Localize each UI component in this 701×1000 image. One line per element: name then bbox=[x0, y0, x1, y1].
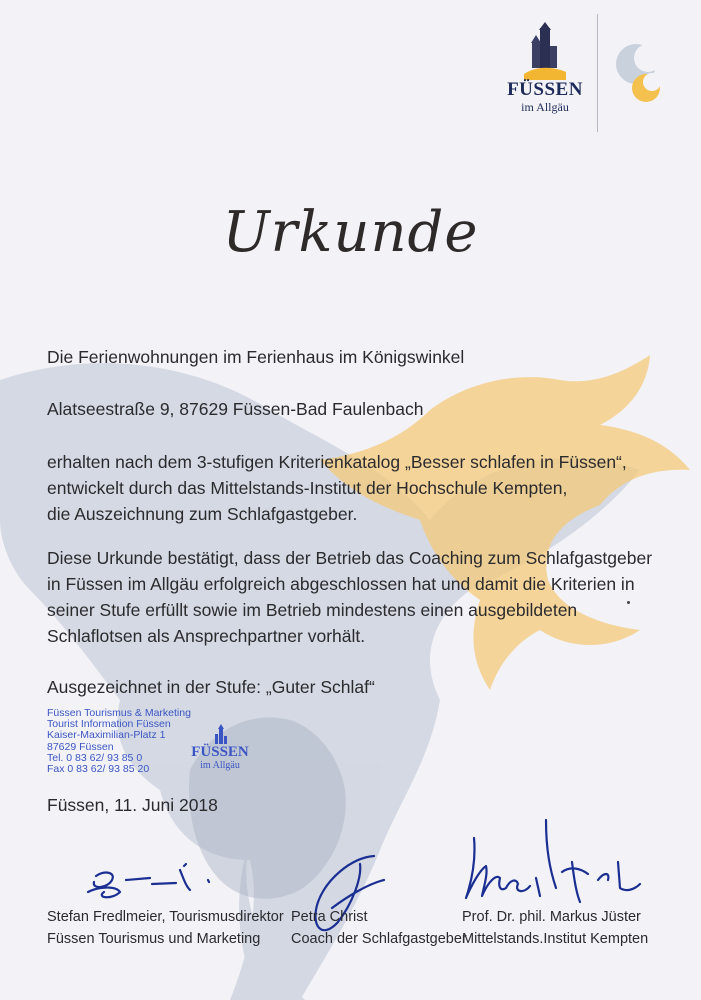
signatory-name: Petra Christ bbox=[291, 909, 368, 925]
stamp-logo bbox=[185, 744, 255, 772]
signatory-org: Mittelstands.Institut Kempten bbox=[462, 931, 649, 947]
logo-region: im Allgäu bbox=[521, 100, 569, 114]
stamp-line: Fax 0 83 62/ 93 85 20 bbox=[47, 763, 150, 776]
stamp-logo-region: im Allgäu bbox=[200, 760, 240, 771]
stamp-line: Kaiser-Maximilian-Platz 1 bbox=[47, 729, 166, 742]
award-level-line: Ausgezeichnet in der Stufe: „Guter Schlaf“ bbox=[47, 677, 375, 697]
stamp-line: Tourist Information Füssen bbox=[47, 718, 171, 731]
castle-tower-icon bbox=[524, 22, 566, 80]
signatory-name: Prof. Dr. phil. Markus Jüster bbox=[462, 909, 641, 925]
stamp-line: Füssen Tourismus & Marketing bbox=[47, 707, 191, 719]
stamp-address bbox=[47, 708, 191, 775]
logo-name: FÜSSEN bbox=[507, 79, 583, 100]
signatory-christ bbox=[291, 906, 467, 950]
signatory-juester bbox=[462, 906, 648, 950]
stamp-logo-name: FÜSSEN bbox=[191, 744, 249, 760]
paragraph-line: entwickelt durch das Mittelstands-Institut der Hochschule Kempten, bbox=[47, 478, 568, 498]
signatory-org: Füssen Tourismus und Marketing bbox=[47, 931, 261, 947]
place-date bbox=[47, 792, 218, 818]
paragraph-line: Schlaflotsen als Ansprechpartner vorhält. bbox=[47, 626, 366, 646]
award-paragraph bbox=[47, 449, 627, 527]
stamp-line: Tel. 0 83 62/ 93 85 0 bbox=[47, 751, 143, 764]
signatory-fredlmeier bbox=[47, 906, 284, 950]
certificate-title: Urkunde bbox=[222, 200, 479, 265]
recipient-text bbox=[47, 344, 464, 370]
paragraph-line: seiner Stufe erfüllt sowie im Betrieb mindestens einen ausgebildeten bbox=[47, 600, 578, 620]
award-level bbox=[47, 674, 375, 700]
paragraph-line: die Auszeichnung zum Schlafgastgeber. bbox=[47, 504, 358, 524]
office-stamp bbox=[47, 708, 267, 780]
place-date-line: Füssen, 11. Juni 2018 bbox=[47, 795, 218, 815]
signatory-org: Coach der Schlafgastgeber bbox=[291, 931, 467, 947]
stamp-castle-icon bbox=[210, 724, 232, 746]
fuessen-logo bbox=[500, 22, 590, 112]
confirmation-paragraph bbox=[47, 545, 652, 649]
paragraph-line: in Füssen im Allgäu erfolgreich abgeschlossen hat und damit die Kriterien in bbox=[47, 574, 635, 594]
moon-logo-icon bbox=[612, 38, 668, 106]
address-text bbox=[47, 396, 423, 422]
address-line: Alatseestraße 9, 87629 Füssen-Bad Faulenbach bbox=[47, 399, 424, 419]
signatory-name: Stefan Fredlmeier, Tourismusdirektor bbox=[47, 909, 284, 925]
recipient-line: Die Ferienwohnungen im Ferienhaus im Königswinkel bbox=[47, 347, 465, 367]
stamp-line: 87629 Füssen bbox=[47, 740, 114, 753]
paragraph-line: erhalten nach dem 3-stufigen Kriterienkatalog „Besser schlafen in Füssen“, bbox=[47, 452, 627, 472]
ink-dot bbox=[627, 601, 630, 604]
header-divider bbox=[597, 14, 598, 132]
paragraph-line: Diese Urkunde bestätigt, dass der Betrieb das Coaching zum Schlafgastgeber bbox=[47, 548, 653, 568]
